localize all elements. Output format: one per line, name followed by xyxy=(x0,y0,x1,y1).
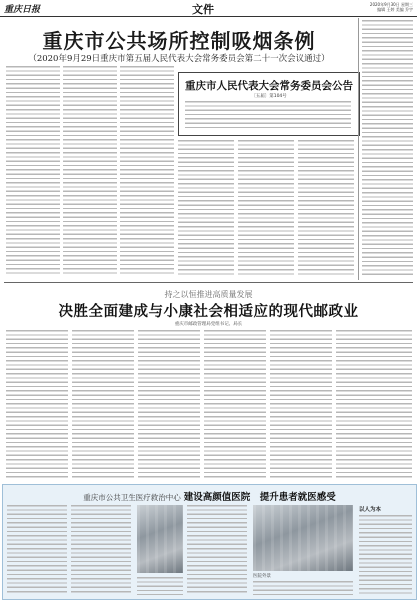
masthead xyxy=(0,0,417,17)
feature-column-3 xyxy=(137,577,183,595)
article1-subtitle: （2020年9月29日重庆市第五届人民代表大会常务委员会第二十一次会议通过） xyxy=(28,54,330,64)
photo-caption: 医院外景 xyxy=(253,574,271,579)
article2-byline: 重庆市邮政管理局党组书记、局长 xyxy=(174,322,243,327)
feature-column-4 xyxy=(187,505,247,595)
article2-column-1 xyxy=(6,330,68,478)
feature-subhead: 以人为本 xyxy=(359,507,382,513)
feature-title: 建设高颜值医院 提升患者就医感受 xyxy=(183,492,336,503)
date-text: 2020年9月30日 星期三 xyxy=(369,2,413,7)
section-title: 文件 xyxy=(192,3,214,16)
announcement-box xyxy=(178,72,360,136)
article2-column-6 xyxy=(336,330,412,478)
feature-column-6 xyxy=(359,515,412,595)
feature-column-2 xyxy=(71,505,131,595)
column-divider xyxy=(358,18,359,280)
article2-title: 决胜全面建成与小康社会相适应的现代邮政业 xyxy=(58,303,359,320)
article1-column-4 xyxy=(178,140,234,276)
feature-column-5 xyxy=(253,581,353,595)
hospital-feature xyxy=(2,484,417,600)
article1-column-3 xyxy=(120,66,174,276)
article2-column-2 xyxy=(72,330,134,478)
article1-column-1 xyxy=(6,66,60,276)
article1-column-2 xyxy=(63,66,117,276)
editor-info: 编辑 王婷 美编 乔宇 xyxy=(377,7,413,12)
section-divider xyxy=(4,282,413,283)
newspaper-logo: 重庆日报 xyxy=(4,5,41,15)
hospital-photo-large xyxy=(253,505,353,571)
article1-title: 重庆市公共场所控制吸烟条例 xyxy=(42,29,316,53)
hospital-photo-small xyxy=(137,505,183,573)
article2-column-4 xyxy=(204,330,266,478)
article1-column-6 xyxy=(298,140,354,276)
article1-column-5 xyxy=(238,140,294,276)
article2-column-5 xyxy=(270,330,332,478)
article2-kicker: 持之以恒推进高质量发展 xyxy=(164,290,253,299)
announcement-text xyxy=(185,101,351,131)
announcement-number: 〔五届〕第104号 xyxy=(251,94,287,99)
feature-column-1 xyxy=(7,505,67,595)
date-line xyxy=(303,2,413,12)
feature-title-bar xyxy=(3,489,416,503)
announcement-title: 重庆市人民代表大会常务委员会公告 xyxy=(185,80,353,92)
article1-column-7 xyxy=(362,20,413,276)
feature-org: 重庆市公共卫生医疗救治中心 xyxy=(83,493,181,502)
article2-column-3 xyxy=(138,330,200,478)
